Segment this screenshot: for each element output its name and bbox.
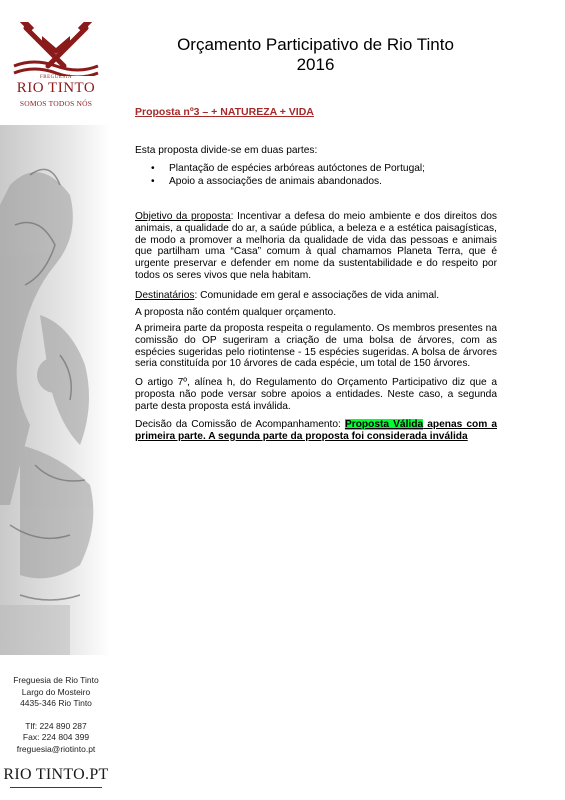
rio-tinto-logo: [0, 22, 112, 117]
list-item: • Apoio a associações de animais abandonados.: [135, 175, 425, 188]
sidebar: [0, 0, 112, 800]
title-line-2: 2016: [296, 55, 335, 74]
proposal-heading: Proposta nº3 – + NATUREZA + VIDA: [135, 106, 314, 118]
logo-name-text: RIO TINTO: [16, 80, 96, 96]
decision-highlight: Proposta Válida: [344, 419, 424, 430]
page-title: [133, 35, 498, 75]
decorative-illustration: [0, 125, 110, 655]
contact-fax: Fax: 224 804 399: [22, 732, 90, 742]
contact-info: [0, 675, 112, 755]
second-part-paragraph: O artigo 7º, alínea h, do Regulamento do Orçamento Participativo diz que a proposta não pode versar sobre apoios a entidades. Neste caso, a segunda parte desta proposta está inválida.: [135, 377, 497, 412]
decision-prefix: Decisão da Comissão de Acompanhamento:: [135, 419, 345, 430]
contact-org: Freguesia de Rio Tinto: [13, 675, 99, 685]
list-item: • Plantação de espécies arbóreas autóctones de Portugal;: [135, 162, 425, 175]
recipients-label: Destinatários: [135, 290, 195, 301]
proposal-parts-list: [135, 162, 425, 188]
no-budget-paragraph: A proposta não contém qualquer orçamento.: [135, 307, 337, 318]
recipients-text: : Comunidade em geral e associações de vida animal.: [194, 290, 440, 301]
contact-phone: Tlf: 224 890 287: [25, 720, 87, 731]
title-line-1: Orçamento Participativo de Rio Tinto: [177, 35, 454, 54]
objective-text: : Incentivar a defesa do meio ambiente e dos direitos dos animais, a qualidade do ar, a saúde pública, a beleza e a estética paisagísticas, de modo a promover a melhoria da qualidade de vida das pessoas e animais que partilham uma “Casa” comum à qual chamamos Planeta Terra, que é urgente preservar e defender em nome da sustentabilidade e do respeito por todos os seres vivos que nela habitam.: [135, 211, 497, 281]
objective-label: Objetivo da proposta: [135, 211, 231, 222]
crossed-swords-icon: [12, 22, 100, 76]
first-part-paragraph: A primeira parte da proposta respeita o regulamento. Os membros presentes na comissão do OP sugeriram a criação de uma bolsa de árvores, com as espécies sugeridas pelo riotintense - 15 espécies sugeridas. A bolsa de árvores seria constituída por 10 árvores de cada espécie, um total de 150 árvores.: [135, 323, 497, 370]
footer-divider: [10, 787, 102, 788]
logo-tagline-text: SOMOS TODOS NÓS: [19, 99, 93, 108]
decision-paragraph: [135, 419, 497, 443]
contact-street: Largo do Mosteiro: [21, 686, 91, 697]
footer-brand: RIO TINTO.PT: [3, 766, 109, 783]
contact-email: freguesia@riotinto.pt: [16, 743, 96, 754]
logo-freguesia-text: FREGUESIA: [39, 75, 72, 80]
recipients-paragraph: [135, 290, 497, 302]
contact-postcode: 4435-346 Rio Tinto: [20, 698, 92, 708]
intro-paragraph: Esta proposta divide-se em duas partes:: [135, 145, 318, 156]
decision-rest: apenas com a primeira parte. A segunda parte da proposta foi considerada inválida: [135, 419, 498, 442]
objective-paragraph: [135, 211, 497, 282]
